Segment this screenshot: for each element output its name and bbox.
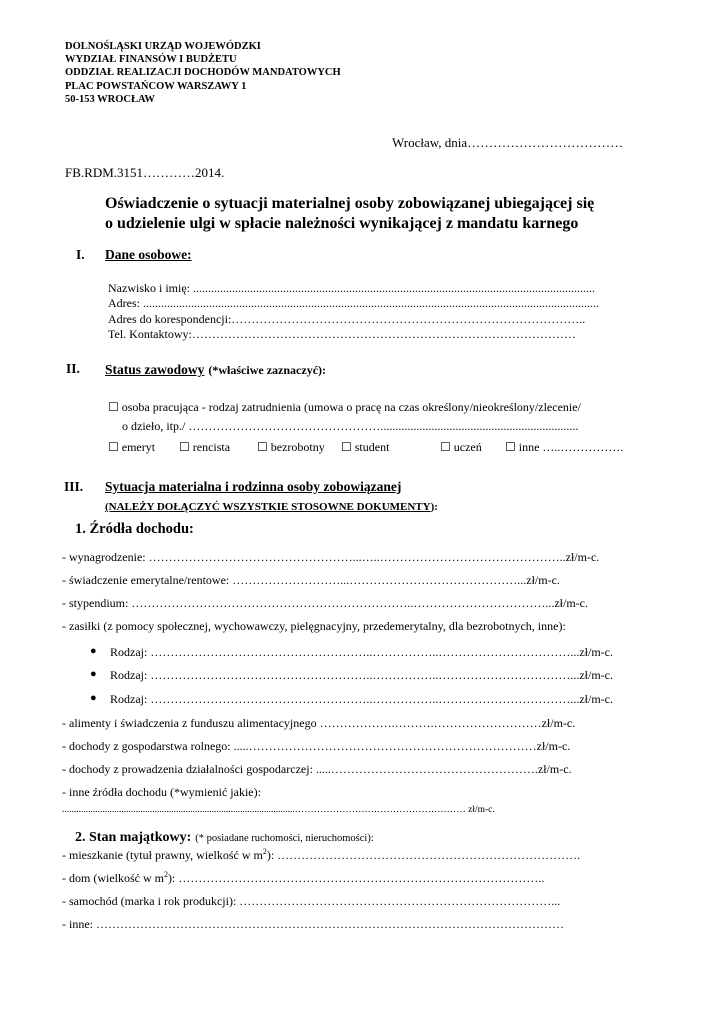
income-row-other: - inne źródła dochodu (*wymienić jakie): (62, 785, 261, 799)
document-title-line-1: Oświadczenie o sytuacji materialnej osoby zobowiązanej ubiegającej się (105, 195, 595, 212)
asset-house-dots: ): ……………………………………………………………………………….. (167, 871, 545, 885)
income-heading: 1. Źródła dochodu: (75, 521, 194, 537)
date-line: Wrocław, dnia……………………………… (392, 135, 624, 150)
option-retired (108, 440, 155, 455)
asset-house-label: - dom (wielkość w m (62, 871, 164, 885)
option-unemployed (257, 440, 325, 455)
document-title-line-2: o udzielenie ulgi w spłacie należności wynikającej z mandatu karnego (105, 215, 579, 232)
checkbox-icon[interactable]: ☐ (341, 440, 352, 454)
income-row-other-amount: ..................................................................................................……………………………………………… zł/m-c. (62, 805, 495, 815)
checkbox-icon[interactable]: ☐ (108, 440, 119, 454)
checkbox-icon[interactable]: ☐ (179, 440, 190, 454)
field-address: Adres: ........................................................................................................................................................ (108, 296, 599, 310)
option-student (341, 440, 389, 455)
income-row-benefits: - zasiłki (z pomocy społecznej, wychowawczy, pielęgnacyjny, przedemerytalny, dla bezrobotnych, inne): (62, 619, 566, 633)
section-3-subtitle-end: ): (430, 501, 438, 513)
benefit-type-text: Rodzaj: ………………………………………………..……………..……………………………...zł/m-c. (110, 668, 613, 682)
option-unemployed-label: bezrobotny (270, 440, 325, 454)
header-line-2: WYDZIAŁ FINANSÓW I BUDŻETU (65, 54, 237, 65)
bullet-icon: ● (90, 692, 97, 704)
bullet-icon: ● (90, 668, 97, 680)
option-student-label: student (354, 440, 390, 454)
field-phone: Tel. Kontaktowy:…………………………………………………………………………………… (108, 327, 576, 341)
option-pupil (440, 440, 482, 455)
option-pensioner (179, 440, 230, 455)
section-2-heading (105, 361, 326, 379)
header-line-3: ODDZIAŁ REALIZACJI DOCHODÓW MANDATOWYCH (65, 67, 341, 78)
option-employed-continuation: o dzieło, itp./ ………………………………………….................................................................. (122, 419, 579, 433)
assets-note: (* posiadane ruchomości, nieruchomości): (195, 833, 374, 844)
option-employed-label: osoba pracująca - rodzaj zatrudnienia (umowa o pracę na czas określony/nieokreślony/zlecenie/ (121, 400, 581, 414)
income-row-scholarship: - stypendium: ……………………………………………………………..……………………………...zł/m-c. (62, 596, 588, 610)
field-correspondence-address: Adres do korespondencji:…………………………………………………………………………….. (108, 312, 586, 326)
option-employed (108, 400, 581, 415)
option-pupil-label: uczeń (453, 440, 482, 454)
assets-heading: 2. Stan majątkowy: (75, 830, 192, 845)
asset-flat-dots: ): …………………………………………………………………. (266, 848, 581, 862)
header-line-4: PLAC POWSTAŃCOW WARSZAWY 1 (65, 81, 247, 92)
income-row-farm: - dochody z gospodarstwa rolnego: .....………………………………………………………………zł/m-c. (62, 739, 571, 753)
reference-number: FB.RDM.3151…………2014. (65, 165, 225, 180)
header-line-1: DOLNOŚLĄSKI URZĄD WOJEWÓDZKI (65, 41, 261, 52)
field-name: Nazwisko i imię: ...................................................................................................................................... (108, 281, 595, 295)
benefit-type-row (90, 645, 613, 660)
option-retired-label: emeryt (121, 440, 156, 454)
asset-flat-label: - mieszkanie (tytuł prawny, wielkość w m (62, 848, 263, 862)
checkbox-icon[interactable]: ☐ (440, 440, 451, 454)
option-other-label: inne …..……………. (518, 440, 624, 454)
checkbox-icon[interactable]: ☐ (108, 400, 119, 414)
asset-row-other: - inne: ……………………………………………………………………………………………………… (62, 917, 564, 931)
section-3-subtitle (105, 501, 438, 513)
header-line-5: 50-153 WROCŁAW (65, 94, 155, 105)
income-row-pension: - świadczenie emerytalne/rentowe: ………………………...……………………………………...zł/m-c. (62, 573, 560, 587)
section-1-title: Dane osobowe: (105, 247, 192, 262)
income-row-business: - dochody z prowadzenia działalności gospodarczej: .....…………………………………………….zł/m-c. (62, 762, 572, 776)
section-2-number: II. (66, 361, 80, 376)
benefit-type-text: Rodzaj: ………………………………………………..……………..……………………………...zł/m-c. (110, 692, 613, 706)
checkbox-icon[interactable]: ☐ (257, 440, 268, 454)
superscript-2: 2 (262, 847, 267, 856)
section-3-title: Sytuacja materialna i rodzinna osoby zobowiązanej (105, 479, 402, 494)
section-1-number: I. (76, 247, 85, 262)
assets-heading-line (75, 828, 374, 846)
benefit-type-row (90, 668, 613, 683)
superscript-2: 2 (163, 870, 168, 879)
option-pensioner-label: rencista (192, 440, 231, 454)
income-row-alimony: - alimenty i świadczenia z funduszu alimentacyjnego ……………….……….………………………zł/m-c. (62, 716, 576, 730)
benefit-type-text: Rodzaj: ………………………………………………..……………..……………………………...zł/m-c. (110, 645, 613, 659)
asset-row-car: - samochód (marka i rok produkcji): ……………………………………………………………………... (62, 894, 561, 908)
section-3-number: III. (64, 479, 84, 494)
section-3-subtitle-text: (NALEŻY DOŁĄCZYĆ WSZYSTKIE STOSOWNE DOKUMENTY (105, 501, 431, 513)
option-other (505, 440, 623, 455)
asset-row-house (62, 870, 544, 886)
checkbox-icon[interactable]: ☐ (505, 440, 516, 454)
section-2-title: Status zawodowy (105, 362, 205, 377)
bullet-icon: ● (90, 645, 97, 657)
asset-row-flat (62, 847, 580, 863)
benefit-type-row (90, 692, 613, 707)
income-row-salary: - wynagrodzenie: ……………………………………………...…..………………………………………..zł/m-c. (62, 550, 600, 564)
section-2-note: (*właściwe zaznaczyć): (208, 363, 327, 377)
